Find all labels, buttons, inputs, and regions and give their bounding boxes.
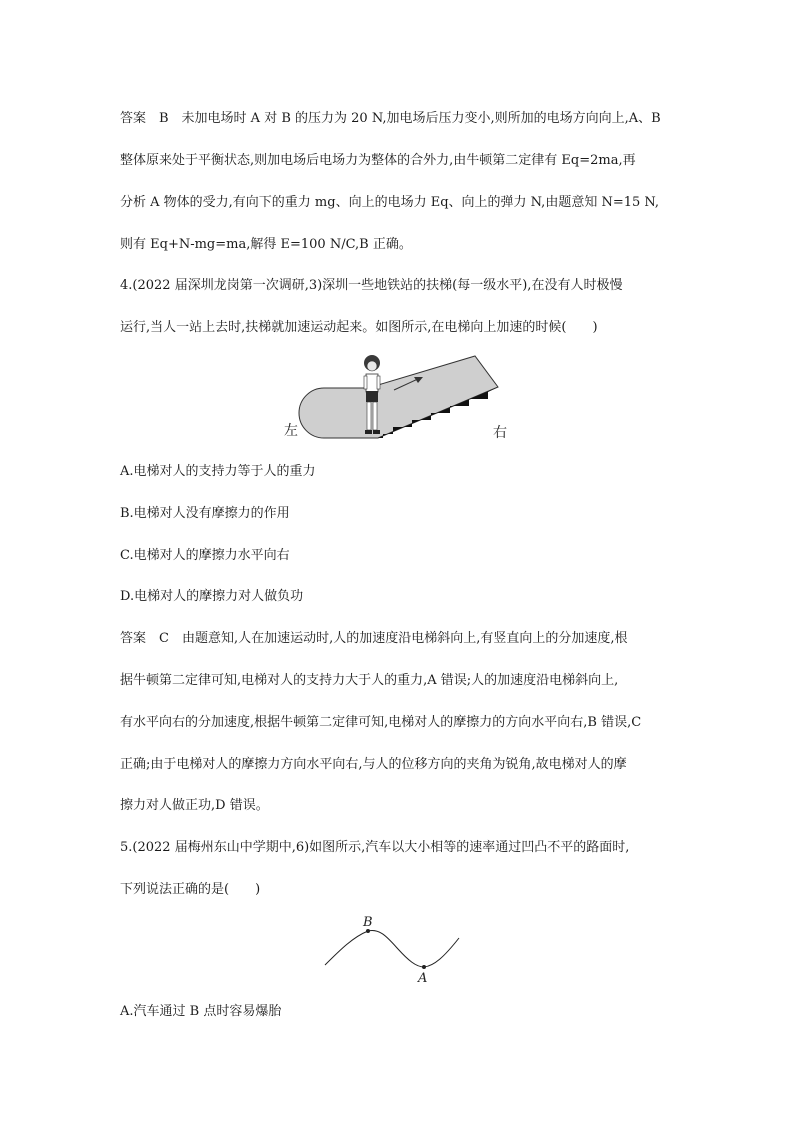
q4-answer-line-4: 正确;由于电梯对人的摩擦力方向水平向右,与人的位移方向的夹角为锐角,故电梯对人的摩 — [120, 757, 627, 772]
road-curve-figure — [318, 912, 478, 987]
q4-option-d: D.电梯对人的摩擦力对人做负功 — [120, 589, 304, 604]
escalator-body — [299, 356, 498, 438]
q4-option-c: C.电梯对人的摩擦力水平向右 — [120, 548, 290, 563]
point-b-label: B — [363, 915, 373, 930]
answer3-line-3: 分析 A 物体的受力,有向下的重力 mg、向上的电场力 Eq、向上的弹力 N,由题意知 N=15 N, — [120, 195, 660, 210]
q5-option-a: A.汽车通过 B 点时容易爆胎 — [120, 1004, 282, 1019]
q5-stem-line-2: 下列说法正确的是( ) — [120, 882, 261, 897]
q4-answer-line-2: 据牛顿第二定律可知,电梯对人的支持力大于人的重力,A 错误;人的加速度沿电梯斜向上, — [120, 673, 619, 688]
right-label: 右 — [493, 425, 507, 441]
q4-stem-line-2: 运行,当人一站上去时,扶梯就加速运动起来。如图所示,在电梯向上加速的时候( ) — [120, 320, 598, 335]
point-a-marker — [422, 965, 426, 969]
road-curve — [325, 930, 459, 967]
point-a-label: A — [418, 971, 428, 986]
q4-answer-line-1: 答案 C 由题意知,人在加速运动时,人的加速度沿电梯斜向上,有竖直向上的分加速度,根 — [120, 631, 628, 646]
q4-option-a: A.电梯对人的支持力等于人的重力 — [120, 464, 316, 479]
q4-answer-line-5: 擦力对人做正功,D 错误。 — [120, 798, 269, 813]
q5-stem-line-1: 5.(2022 届梅州东山中学期中,6)如图所示,汽车以大小相等的速率通过凹凸不平的路面时, — [120, 840, 630, 855]
answer3-line-1: 答案 B 未加电场时 A 对 B 的压力为 20 N,加电场后压力变小,则所加的电场方向向上,A、B — [120, 111, 661, 126]
escalator-figure — [280, 350, 520, 445]
answer3-line-4: 则有 Eq+N-mg=ma,解得 E=100 N/C,B 正确。 — [120, 237, 412, 252]
answer3-line-2: 整体原来处于平衡状态,则加电场后电场力为整体的合外力,由牛顿第二定律有 Eq=2ma,再 — [120, 153, 636, 168]
left-label: 左 — [284, 423, 298, 439]
q4-answer-line-3: 有水平向右的分加速度,根据牛顿第二定律可知,电梯对人的摩擦力的方向水平向右,B 错误,C — [120, 715, 642, 730]
q4-option-b: B.电梯对人没有摩擦力的作用 — [120, 506, 290, 521]
q4-stem-line-1: 4.(2022 届深圳龙岗第一次调研,3)深圳一些地铁站的扶梯(每一级水平),在没有人时极慢 — [120, 278, 623, 293]
